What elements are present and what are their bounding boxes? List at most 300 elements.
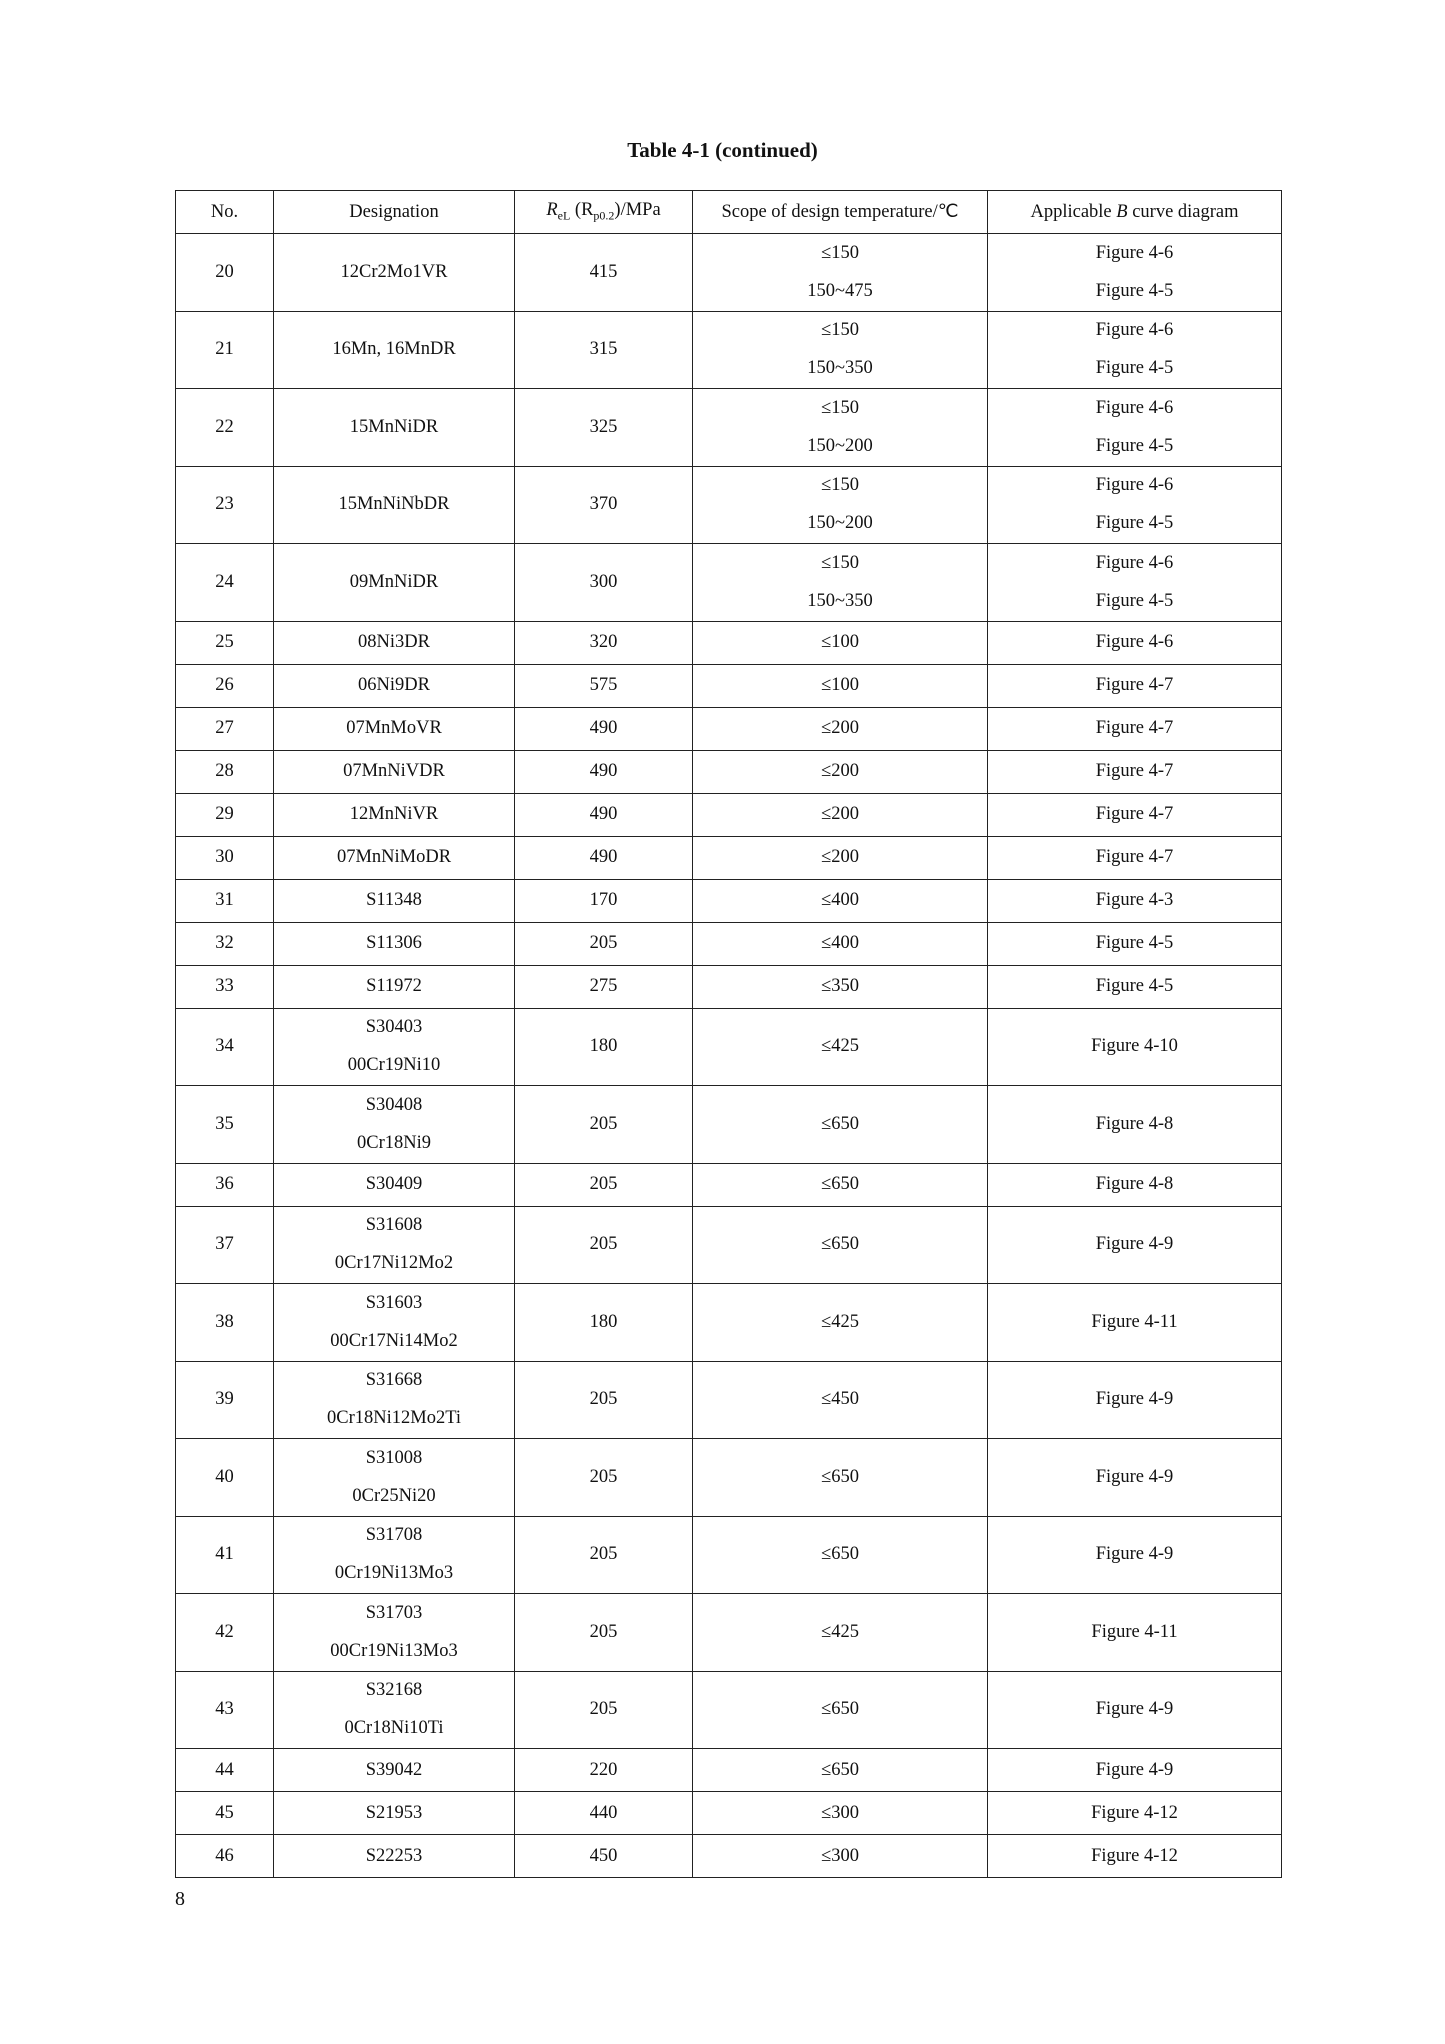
header-row — [176, 191, 1282, 234]
cell-yield-strength-text: 490 — [589, 718, 618, 738]
cell-temperature-line: ≤150 — [821, 242, 859, 263]
cell-designation — [274, 1516, 515, 1594]
table-row — [176, 1594, 1282, 1672]
cell-yield-strength-text: 575 — [589, 675, 618, 695]
cell-yield-strength-text: 170 — [589, 890, 618, 910]
cell-temperature — [693, 544, 988, 622]
cell-yield-strength — [515, 1086, 693, 1164]
cell-designation-line: S11972 — [366, 976, 422, 996]
cell-no-text: 37 — [215, 1234, 234, 1255]
cell-designation — [274, 311, 515, 389]
table-row — [176, 922, 1282, 965]
table-row — [176, 1163, 1282, 1206]
cell-no-text: 29 — [215, 804, 234, 824]
cell-designation — [274, 234, 515, 312]
cell-temperature-line: ≤450 — [821, 1389, 859, 1410]
cell-curve-figure — [988, 836, 1282, 879]
header-temperature: Scope of design temperature/℃ — [693, 191, 988, 234]
cell-no-text: 22 — [215, 416, 234, 437]
cell-temperature — [693, 1086, 988, 1164]
cell-designation — [274, 664, 515, 707]
cell-yield-strength — [515, 1749, 693, 1792]
cell-designation — [274, 750, 515, 793]
cell-curve-figure-line: Figure 4-7 — [1095, 847, 1174, 867]
cell-designation-line: 0Cr18Ni12Mo2Ti — [327, 1408, 461, 1429]
cell-designation-line: 08Ni3DR — [358, 632, 430, 652]
cell-curve-figure-line: Figure 4-5 — [1095, 435, 1174, 456]
cell-curve-figure-line: Figure 4-9 — [1095, 1466, 1174, 1487]
cell-yield-strength — [515, 879, 693, 922]
cell-temperature-line: ≤650 — [821, 1699, 859, 1720]
cell-designation-line: 12Cr2Mo1VR — [340, 261, 448, 282]
cell-yield-strength — [515, 1594, 693, 1672]
table-row — [176, 1361, 1282, 1439]
cell-designation — [274, 1284, 515, 1362]
table-row — [176, 389, 1282, 467]
cell-curve-figure-line: Figure 4-7 — [1095, 718, 1174, 738]
cell-curve-figure-line: Figure 4-6 — [1095, 397, 1174, 418]
cell-temperature — [693, 965, 988, 1008]
cell-temperature — [693, 1439, 988, 1517]
cell-designation — [274, 879, 515, 922]
cell-temperature-line: ≤200 — [821, 804, 859, 824]
cell-curve-figure-line: Figure 4-9 — [1095, 1699, 1174, 1720]
cell-no-text: 42 — [215, 1621, 234, 1642]
cell-curve-figure-line: Figure 4-5 — [1095, 513, 1174, 534]
cell-designation-line: S31008 — [365, 1447, 423, 1468]
cell-designation — [274, 1671, 515, 1749]
cell-designation — [274, 389, 515, 467]
cell-no — [176, 1594, 274, 1672]
cell-yield-strength-text: 490 — [589, 804, 618, 824]
cell-yield-strength-text: 275 — [589, 976, 618, 996]
cell-no — [176, 664, 274, 707]
cell-curve-figure — [988, 1008, 1282, 1086]
table-row — [176, 707, 1282, 750]
cell-designation-line: 0Cr18Ni9 — [357, 1132, 431, 1153]
cell-designation-line: 0Cr19Ni13Mo3 — [334, 1563, 454, 1584]
cell-yield-strength — [515, 664, 693, 707]
cell-designation — [274, 922, 515, 965]
rel-symbol: R — [546, 200, 558, 221]
cell-yield-strength-text: 490 — [589, 847, 618, 867]
cell-yield-strength — [515, 793, 693, 836]
cell-no-text: 40 — [215, 1466, 234, 1487]
table-row — [176, 311, 1282, 389]
cell-yield-strength-text: 205 — [589, 1389, 618, 1410]
cell-designation-line: S31668 — [365, 1370, 423, 1391]
cell-yield-strength — [515, 1516, 693, 1594]
cell-curve-figure-line: Figure 4-6 — [1095, 242, 1174, 263]
material-table — [175, 190, 1282, 1878]
table-row — [176, 1008, 1282, 1086]
cell-designation-line: 0Cr17Ni12Mo2 — [334, 1253, 454, 1274]
cell-designation — [274, 1086, 515, 1164]
cell-temperature — [693, 1163, 988, 1206]
cell-designation — [274, 836, 515, 879]
cell-no — [176, 311, 274, 389]
cell-no-text: 25 — [215, 632, 234, 652]
table-row — [176, 1835, 1282, 1878]
cell-temperature — [693, 311, 988, 389]
cell-temperature — [693, 664, 988, 707]
cell-curve-figure-line: Figure 4-6 — [1095, 475, 1174, 496]
cell-yield-strength-text: 205 — [589, 1544, 618, 1565]
table-row — [176, 1439, 1282, 1517]
cell-curve-figure-line: Figure 4-8 — [1095, 1113, 1174, 1134]
cell-designation — [274, 1008, 515, 1086]
table-row — [176, 1516, 1282, 1594]
cell-yield-strength — [515, 1835, 693, 1878]
table-row — [176, 1749, 1282, 1792]
cell-temperature — [693, 234, 988, 312]
header-curve — [988, 191, 1282, 234]
cell-designation-line: S31603 — [365, 1292, 423, 1313]
cell-curve-figure-line: Figure 4-9 — [1095, 1234, 1174, 1255]
cell-no — [176, 1835, 274, 1878]
cell-designation-line: 07MnNiMoDR — [336, 847, 452, 867]
cell-no — [176, 965, 274, 1008]
cell-designation-line: S30403 — [365, 1017, 423, 1038]
cell-curve-figure — [988, 1749, 1282, 1792]
cell-curve-figure-line: Figure 4-6 — [1095, 632, 1174, 652]
cell-temperature — [693, 1361, 988, 1439]
cell-temperature-line: ≤200 — [821, 718, 859, 738]
cell-no-text: 43 — [215, 1699, 234, 1720]
table-row — [176, 1792, 1282, 1835]
cell-curve-figure-line: Figure 4-12 — [1091, 1802, 1178, 1823]
cell-no-text: 30 — [215, 847, 234, 867]
cell-yield-strength — [515, 965, 693, 1008]
cell-no-text: 38 — [215, 1311, 234, 1332]
table-row — [176, 234, 1282, 312]
cell-designation-line: 12MnNiVR — [349, 804, 439, 824]
curve-pre: Applicable — [1030, 201, 1117, 222]
cell-no — [176, 793, 274, 836]
cell-no-text: 45 — [215, 1802, 234, 1823]
cell-temperature-line: ≤100 — [821, 675, 859, 695]
rel-subscript: eL — [557, 208, 571, 223]
cell-no — [176, 1749, 274, 1792]
cell-no — [176, 1206, 274, 1284]
cell-designation-line: 09MnNiDR — [349, 571, 439, 592]
cell-temperature-line: ≤400 — [821, 933, 859, 953]
cell-no-text: 31 — [215, 890, 234, 910]
cell-yield-strength-text: 315 — [589, 339, 618, 360]
cell-temperature-line: ≤300 — [821, 1802, 859, 1823]
cell-no-text: 44 — [215, 1759, 234, 1780]
cell-curve-figure — [988, 234, 1282, 312]
cell-designation-line: 07MnMoVR — [346, 718, 442, 738]
cell-temperature-line: ≤425 — [821, 1621, 859, 1642]
cell-no-text: 46 — [215, 1845, 234, 1866]
cell-yield-strength — [515, 621, 693, 664]
table-row — [176, 793, 1282, 836]
cell-temperature — [693, 750, 988, 793]
cell-yield-strength — [515, 1361, 693, 1439]
cell-curve-figure-line: Figure 4-5 — [1095, 933, 1174, 953]
cell-no-text: 32 — [215, 933, 234, 953]
table-row — [176, 836, 1282, 879]
cell-curve-figure — [988, 1163, 1282, 1206]
cell-designation — [274, 965, 515, 1008]
cell-no — [176, 879, 274, 922]
cell-temperature — [693, 1835, 988, 1878]
cell-yield-strength-text: 325 — [589, 416, 618, 437]
cell-designation — [274, 544, 515, 622]
rp-symbol: (R — [570, 200, 594, 221]
cell-designation — [274, 1163, 515, 1206]
cell-curve-figure — [988, 1792, 1282, 1835]
cell-yield-strength — [515, 544, 693, 622]
table-row — [176, 1086, 1282, 1164]
page-number: 8 — [175, 1888, 185, 1910]
cell-yield-strength-text: 180 — [589, 1311, 618, 1332]
cell-yield-strength-text: 205 — [589, 1113, 618, 1134]
cell-curve-figure-line: Figure 4-10 — [1091, 1036, 1178, 1057]
cell-yield-strength-text: 180 — [589, 1036, 618, 1057]
table-title: Table 4-1 (continued) — [627, 138, 818, 162]
cell-curve-figure-line: Figure 4-9 — [1095, 1544, 1174, 1565]
table-row — [176, 664, 1282, 707]
cell-curve-figure-line: Figure 4-5 — [1095, 590, 1174, 611]
cell-temperature-line: 150~200 — [807, 513, 873, 534]
cell-curve-figure-line: Figure 4-8 — [1095, 1174, 1174, 1194]
cell-yield-strength-text: 205 — [589, 1466, 618, 1487]
cell-no-text: 39 — [215, 1389, 234, 1410]
cell-temperature-line: ≤400 — [821, 890, 859, 910]
cell-temperature — [693, 879, 988, 922]
cell-temperature — [693, 621, 988, 664]
cell-yield-strength — [515, 234, 693, 312]
cell-designation-line: 15MnNiNbDR — [338, 494, 450, 515]
cell-temperature-line: ≤100 — [821, 632, 859, 652]
cell-curve-figure — [988, 664, 1282, 707]
cell-temperature — [693, 466, 988, 544]
cell-designation-line: S32168 — [365, 1680, 423, 1701]
cell-temperature-line: ≤300 — [821, 1845, 859, 1866]
cell-temperature-line: ≤425 — [821, 1311, 859, 1332]
cell-designation-line: S31703 — [365, 1602, 423, 1623]
cell-curve-figure — [988, 1206, 1282, 1284]
cell-curve-figure — [988, 793, 1282, 836]
cell-temperature-line: ≤200 — [821, 847, 859, 867]
cell-yield-strength-text: 205 — [589, 933, 618, 953]
cell-yield-strength — [515, 389, 693, 467]
cell-curve-figure — [988, 965, 1282, 1008]
cell-no — [176, 1008, 274, 1086]
table-row — [176, 879, 1282, 922]
table-row — [176, 750, 1282, 793]
cell-no — [176, 1086, 274, 1164]
cell-no — [176, 707, 274, 750]
cell-no-text: 24 — [215, 571, 234, 592]
cell-designation — [274, 1792, 515, 1835]
cell-curve-figure-line: Figure 4-6 — [1095, 320, 1174, 341]
cell-no — [176, 1284, 274, 1362]
cell-curve-figure — [988, 750, 1282, 793]
cell-designation — [274, 1835, 515, 1878]
cell-temperature — [693, 922, 988, 965]
cell-yield-strength — [515, 750, 693, 793]
cell-curve-figure — [988, 1516, 1282, 1594]
cell-temperature — [693, 1671, 988, 1749]
cell-temperature — [693, 1749, 988, 1792]
cell-designation — [274, 1594, 515, 1672]
cell-temperature-line: ≤650 — [821, 1234, 859, 1255]
cell-curve-figure — [988, 1671, 1282, 1749]
cell-no-text: 33 — [215, 976, 234, 996]
cell-curve-figure-line: Figure 4-5 — [1095, 358, 1174, 379]
cell-no — [176, 1671, 274, 1749]
cell-curve-figure-line: Figure 4-9 — [1095, 1759, 1174, 1780]
cell-designation-line: 06Ni9DR — [358, 675, 430, 695]
cell-curve-figure-line: Figure 4-11 — [1091, 1621, 1178, 1642]
table-row — [176, 621, 1282, 664]
cell-designation — [274, 621, 515, 664]
table-row — [176, 544, 1282, 622]
cell-designation-line: S11306 — [366, 933, 422, 953]
cell-temperature-line: ≤650 — [821, 1113, 859, 1134]
cell-temperature — [693, 1008, 988, 1086]
cell-designation-line: S30408 — [365, 1094, 423, 1115]
cell-no — [176, 750, 274, 793]
cell-no-text: 41 — [215, 1544, 234, 1565]
cell-curve-figure — [988, 922, 1282, 965]
cell-temperature-line: ≤650 — [821, 1466, 859, 1487]
cell-curve-figure — [988, 389, 1282, 467]
cell-designation-line: 07MnNiVDR — [343, 761, 445, 781]
cell-no-text: 21 — [215, 339, 234, 360]
cell-curve-figure — [988, 544, 1282, 622]
cell-curve-figure-line: Figure 4-5 — [1095, 280, 1174, 301]
cell-temperature — [693, 389, 988, 467]
cell-curve-figure-line: Figure 4-7 — [1095, 761, 1174, 781]
cell-no-text: 23 — [215, 494, 234, 515]
cell-temperature — [693, 1594, 988, 1672]
cell-no — [176, 1361, 274, 1439]
cell-designation-line: 00Cr19Ni10 — [347, 1055, 441, 1076]
cell-no — [176, 922, 274, 965]
cell-temperature-line: 150~475 — [807, 280, 873, 301]
cell-temperature-line: ≤350 — [821, 976, 859, 996]
cell-no — [176, 1163, 274, 1206]
table-row — [176, 1671, 1282, 1749]
curve-b: B — [1116, 201, 1128, 222]
cell-designation-line: 0Cr25Ni20 — [352, 1485, 436, 1506]
cell-curve-figure-line: Figure 4-6 — [1095, 552, 1174, 573]
cell-no — [176, 621, 274, 664]
cell-no-text: 28 — [215, 761, 234, 781]
cell-designation-line: S31608 — [365, 1215, 423, 1236]
cell-temperature — [693, 836, 988, 879]
cell-yield-strength — [515, 1439, 693, 1517]
cell-yield-strength-text: 205 — [589, 1234, 618, 1255]
table-row — [176, 1206, 1282, 1284]
cell-yield-strength — [515, 836, 693, 879]
cell-no-text: 26 — [215, 675, 234, 695]
cell-designation-line: 16Mn, 16MnDR — [332, 339, 456, 360]
cell-designation — [274, 1361, 515, 1439]
cell-no — [176, 234, 274, 312]
cell-yield-strength-text: 450 — [589, 1845, 618, 1866]
cell-no — [176, 1439, 274, 1517]
cell-no-text: 27 — [215, 718, 234, 738]
cell-temperature-line: 150~350 — [807, 358, 873, 379]
cell-temperature — [693, 1284, 988, 1362]
cell-yield-strength-text: 220 — [589, 1759, 618, 1780]
cell-yield-strength — [515, 1792, 693, 1835]
cell-no — [176, 1516, 274, 1594]
table-row — [176, 965, 1282, 1008]
cell-designation-line: 0Cr18Ni10Ti — [344, 1718, 444, 1739]
cell-yield-strength — [515, 1671, 693, 1749]
cell-temperature-line: ≤650 — [821, 1759, 859, 1780]
cell-designation-line: S21953 — [365, 1802, 423, 1823]
cell-temperature-line: 150~200 — [807, 435, 873, 456]
header-yield-strength — [515, 191, 693, 234]
cell-curve-figure — [988, 1439, 1282, 1517]
cell-designation-line: 00Cr17Ni14Mo2 — [330, 1330, 458, 1351]
cell-temperature — [693, 707, 988, 750]
cell-curve-figure — [988, 621, 1282, 664]
cell-temperature-line: ≤650 — [821, 1174, 859, 1194]
cell-no — [176, 544, 274, 622]
cell-yield-strength-text: 205 — [589, 1621, 618, 1642]
cell-curve-figure — [988, 1361, 1282, 1439]
cell-no — [176, 836, 274, 879]
cell-temperature-line: ≤150 — [821, 552, 859, 573]
cell-temperature-line: ≤150 — [821, 475, 859, 496]
cell-curve-figure — [988, 707, 1282, 750]
cell-temperature — [693, 793, 988, 836]
cell-designation-line: S39042 — [365, 1759, 423, 1780]
cell-curve-figure-line: Figure 4-7 — [1095, 675, 1174, 695]
cell-temperature — [693, 1206, 988, 1284]
cell-yield-strength-text: 440 — [589, 1802, 618, 1823]
cell-yield-strength-text: 490 — [589, 761, 618, 781]
cell-yield-strength — [515, 1008, 693, 1086]
cell-yield-strength — [515, 466, 693, 544]
cell-no-text: 34 — [215, 1036, 234, 1057]
cell-curve-figure — [988, 1086, 1282, 1164]
cell-curve-figure-line: Figure 4-11 — [1091, 1311, 1178, 1332]
cell-curve-figure — [988, 1835, 1282, 1878]
cell-curve-figure-line: Figure 4-7 — [1095, 804, 1174, 824]
cell-no — [176, 466, 274, 544]
cell-temperature-line: ≤650 — [821, 1544, 859, 1565]
cell-yield-strength-text: 320 — [589, 632, 618, 652]
cell-yield-strength — [515, 707, 693, 750]
cell-no — [176, 1792, 274, 1835]
cell-curve-figure-line: Figure 4-9 — [1095, 1389, 1174, 1410]
cell-designation — [274, 466, 515, 544]
cell-designation-line: 00Cr19Ni13Mo3 — [330, 1640, 458, 1661]
unit: )/MPa — [614, 200, 661, 221]
curve-post: curve diagram — [1127, 201, 1239, 222]
cell-yield-strength-text: 205 — [589, 1174, 618, 1194]
cell-yield-strength-text: 370 — [589, 494, 618, 515]
cell-yield-strength-text: 300 — [589, 571, 618, 592]
cell-no-text: 35 — [215, 1113, 234, 1134]
cell-designation — [274, 1749, 515, 1792]
cell-designation-line: S22253 — [365, 1845, 423, 1866]
cell-temperature-line: ≤200 — [821, 761, 859, 781]
header-designation: Designation — [274, 191, 515, 234]
cell-designation-line: S11348 — [366, 890, 422, 910]
cell-temperature-line: ≤425 — [821, 1036, 859, 1057]
cell-yield-strength — [515, 1206, 693, 1284]
